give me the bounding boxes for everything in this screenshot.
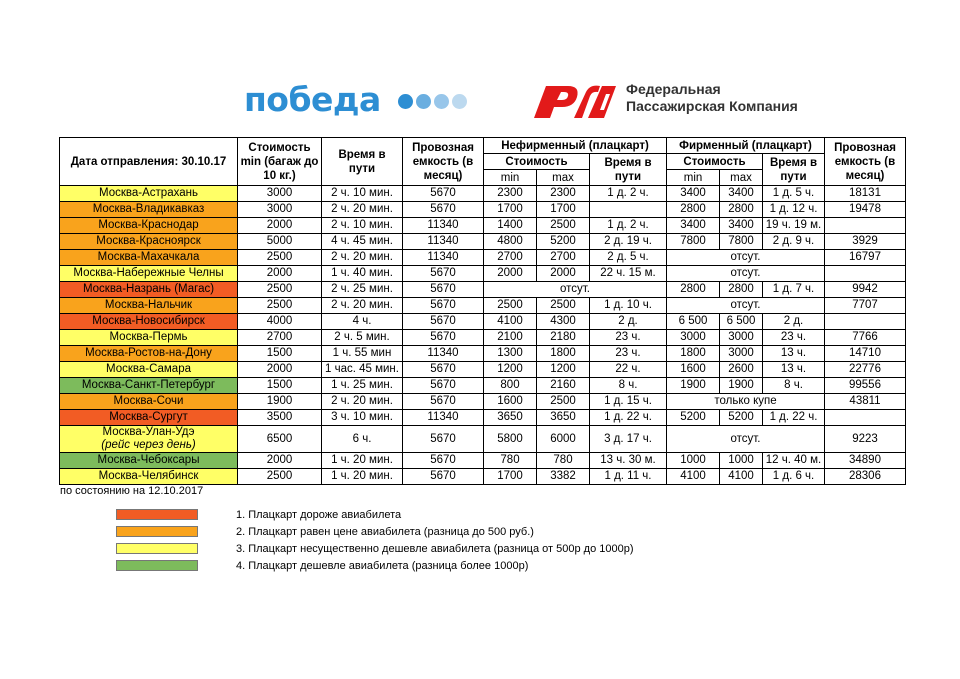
pobeda-dot-icon xyxy=(416,94,431,109)
air-capacity-cell: 5670 xyxy=(403,282,484,298)
brand-min-cell: 2800 xyxy=(667,202,720,218)
air-capacity-cell: 11340 xyxy=(403,250,484,266)
nonbrand-min-cell: 1700 xyxy=(484,469,537,485)
status-note: по состоянию на 12.10.2017 xyxy=(60,485,204,497)
nonbrand-time-cell xyxy=(590,202,667,218)
route-name: Москва-Сочи xyxy=(113,395,184,407)
rail-capacity-cell: 28306 xyxy=(825,469,906,485)
rail-capacity-cell: 34890 xyxy=(825,453,906,469)
air-time-cell: 3 ч. 10 мин. xyxy=(322,410,403,426)
air-time-cell: 4 ч. 45 мин. xyxy=(322,234,403,250)
route-name: Москва-Чебоксары xyxy=(97,454,200,466)
air-time-cell: 2 ч. 25 мин. xyxy=(322,282,403,298)
air-capacity-cell: 5670 xyxy=(403,186,484,202)
brand-min-cell: 2800 xyxy=(667,282,720,298)
route-name: Москва-Челябинск xyxy=(98,470,199,482)
brand-time-cell: 8 ч. xyxy=(763,378,825,394)
brand-max-cell: 3000 xyxy=(720,330,763,346)
brand-max-cell: 2600 xyxy=(720,362,763,378)
nonbrand-max-cell: 4300 xyxy=(537,314,590,330)
table-row xyxy=(60,218,906,234)
air-cost-cell: 1500 xyxy=(238,346,322,362)
nonbrand-min-cell: 2300 xyxy=(484,186,537,202)
nonbrand-time-header: Время в пути xyxy=(590,154,667,186)
air-capacity-cell: 5670 xyxy=(403,314,484,330)
table-row xyxy=(60,314,906,330)
brand-time-cell: 13 ч. xyxy=(763,362,825,378)
rail-capacity-cell: 7707 xyxy=(825,298,906,314)
route-cell xyxy=(60,234,238,250)
air-capacity-cell: 5670 xyxy=(403,469,484,485)
route-name: Москва-Краснодар xyxy=(98,219,199,231)
legend-swatch xyxy=(116,560,198,571)
nonbrand-max-cell: 2500 xyxy=(537,218,590,234)
air-capacity-cell: 5670 xyxy=(403,394,484,410)
brand-absent-cell: отсут. xyxy=(667,250,825,266)
nonbrand-time-cell: 13 ч. 30 м. xyxy=(590,453,667,469)
nonbrand-max-cell: 6000 xyxy=(537,426,590,453)
nonbrand-time-cell: 1 д. 22 ч. xyxy=(590,410,667,426)
route-name: Москва-Назрань (Магас) xyxy=(82,283,215,295)
nonbrand-max-cell: 3650 xyxy=(537,410,590,426)
nonbrand-max-cell: 2500 xyxy=(537,298,590,314)
route-cell xyxy=(60,186,238,202)
air-time-cell: 1 час. 45 мин. xyxy=(322,362,403,378)
air-capacity-cell: 5670 xyxy=(403,453,484,469)
rail-capacity-cell xyxy=(825,218,906,234)
cost-header: Стоимость min (багаж до 10 кг.) xyxy=(238,138,322,186)
nonbrand-time-cell: 1 д. 10 ч. xyxy=(590,298,667,314)
nonbrand-min-cell: 5800 xyxy=(484,426,537,453)
table-row xyxy=(60,378,906,394)
rail-capacity-cell: 9942 xyxy=(825,282,906,298)
table-row xyxy=(60,234,906,250)
rail-capacity-cell: 3929 xyxy=(825,234,906,250)
brand-min-cell: 4100 xyxy=(667,469,720,485)
table-row xyxy=(60,250,906,266)
air-cost-cell: 1500 xyxy=(238,378,322,394)
air-cost-cell: 2000 xyxy=(238,453,322,469)
nonbrand-absent-cell: отсут. xyxy=(484,282,667,298)
rail-capacity-cell xyxy=(825,314,906,330)
nonbrand-time-cell: 23 ч. xyxy=(590,346,667,362)
legend-swatch xyxy=(116,526,198,537)
brand-min-cell: 1800 xyxy=(667,346,720,362)
brand-max-cell: 6 500 xyxy=(720,314,763,330)
rzd-logo-icon xyxy=(524,80,618,120)
capacity2-header: Провозная емкость (в месяц) xyxy=(825,138,906,186)
air-capacity-cell: 11340 xyxy=(403,218,484,234)
air-capacity-cell: 5670 xyxy=(403,266,484,282)
rail-capacity-cell: 99556 xyxy=(825,378,906,394)
air-time-cell: 1 ч. 20 мин. xyxy=(322,469,403,485)
air-cost-cell: 3500 xyxy=(238,410,322,426)
nonbrand-min-cell: 4100 xyxy=(484,314,537,330)
rail-capacity-cell: 43811 xyxy=(825,394,906,410)
air-capacity-cell: 11340 xyxy=(403,346,484,362)
route-cell xyxy=(60,469,238,485)
nonbrand-min-cell: 1200 xyxy=(484,362,537,378)
nonbrand-min-cell: 1600 xyxy=(484,394,537,410)
air-capacity-cell: 5670 xyxy=(403,202,484,218)
brand-min-cell: 3400 xyxy=(667,186,720,202)
air-capacity-cell: 5670 xyxy=(403,378,484,394)
nonbrand-time-cell: 1 д. 15 ч. xyxy=(590,394,667,410)
table-row xyxy=(60,186,906,202)
brand-absent-cell: отсут. xyxy=(667,266,825,282)
brand-min-cell: 7800 xyxy=(667,234,720,250)
brand-max-cell: 5200 xyxy=(720,410,763,426)
air-capacity-cell: 5670 xyxy=(403,362,484,378)
brand-max-cell: 2800 xyxy=(720,282,763,298)
route-name: Москва-Нальчик xyxy=(104,299,193,311)
route-cell xyxy=(60,282,238,298)
nonbrand-max-cell: 2180 xyxy=(537,330,590,346)
nonbrand-header: Нефирменный (плацкарт) xyxy=(484,138,667,154)
rail-capacity-cell: 22776 xyxy=(825,362,906,378)
air-time-cell: 2 ч. 10 мин. xyxy=(322,186,403,202)
brand-max-header: max xyxy=(720,170,763,186)
nonbrand-max-cell: 2000 xyxy=(537,266,590,282)
brand-time-cell: 1 д. 5 ч. xyxy=(763,186,825,202)
brand-time-cell: 2 д. 9 ч. xyxy=(763,234,825,250)
nonbrand-time-cell: 2 д. 19 ч. xyxy=(590,234,667,250)
brand-min-cell: 6 500 xyxy=(667,314,720,330)
route-cell xyxy=(60,426,238,453)
brand-time-cell: 23 ч. xyxy=(763,330,825,346)
air-time-cell: 2 ч. 20 мин. xyxy=(322,298,403,314)
brand-time-cell: 1 д. 22 ч. xyxy=(763,410,825,426)
air-cost-cell: 5000 xyxy=(238,234,322,250)
nonbrand-max-cell: 2160 xyxy=(537,378,590,394)
nonbrand-max-cell: 1800 xyxy=(537,346,590,362)
air-capacity-cell: 11340 xyxy=(403,410,484,426)
brand-time-cell: 1 д. 12 ч. xyxy=(763,202,825,218)
brand-time-cell: 2 д. xyxy=(763,314,825,330)
air-cost-cell: 2500 xyxy=(238,469,322,485)
air-cost-cell: 6500 xyxy=(238,426,322,453)
air-time-cell: 4 ч. xyxy=(322,314,403,330)
pobeda-dot-icon xyxy=(452,94,467,109)
air-cost-cell: 4000 xyxy=(238,314,322,330)
rail-capacity-cell xyxy=(825,266,906,282)
brand-min-header: min xyxy=(667,170,720,186)
brand-min-cell: 5200 xyxy=(667,410,720,426)
logos-area xyxy=(0,78,960,122)
nonbrand-min-cell: 1400 xyxy=(484,218,537,234)
nonbrand-time-cell: 22 ч. xyxy=(590,362,667,378)
rail-capacity-cell: 16797 xyxy=(825,250,906,266)
table-row xyxy=(60,410,906,426)
brand-time-cell: 1 д. 7 ч. xyxy=(763,282,825,298)
brand-min-cell: 1900 xyxy=(667,378,720,394)
table-row xyxy=(60,362,906,378)
legend-text: 4. Плацкарт дешевле авиабилета (разница более 1000р) xyxy=(236,559,529,572)
air-time-cell: 2 ч. 20 мин. xyxy=(322,394,403,410)
air-time-cell: 2 ч. 5 мин. xyxy=(322,330,403,346)
nonbrand-min-cell: 780 xyxy=(484,453,537,469)
table-row xyxy=(60,453,906,469)
air-cost-cell: 2500 xyxy=(238,298,322,314)
route-cell xyxy=(60,378,238,394)
air-cost-cell: 2500 xyxy=(238,250,322,266)
brand-absent-cell: отсут. xyxy=(667,426,825,453)
brand-min-cell: 1600 xyxy=(667,362,720,378)
nonbrand-time-cell: 1 д. 2 ч. xyxy=(590,186,667,202)
nonbrand-min-cell: 2000 xyxy=(484,266,537,282)
nonbrand-min-cell: 2700 xyxy=(484,250,537,266)
nonbrand-max-cell: 780 xyxy=(537,453,590,469)
rail-capacity-cell: 18131 xyxy=(825,186,906,202)
nonbrand-time-cell: 3 д. 17 ч. xyxy=(590,426,667,453)
nonbrand-min-cell: 3650 xyxy=(484,410,537,426)
air-cost-cell: 2500 xyxy=(238,282,322,298)
route-cell xyxy=(60,218,238,234)
nonbrand-max-cell: 1700 xyxy=(537,202,590,218)
route-cell xyxy=(60,453,238,469)
brand-header: Фирменный (плацкарт) xyxy=(667,138,825,154)
route-name: Москва-Набережные Челны xyxy=(73,267,224,279)
air-capacity-cell: 11340 xyxy=(403,234,484,250)
route-name: Москва-Астрахань xyxy=(99,187,198,199)
brand-cost-header: Стоимость xyxy=(667,154,763,170)
pobeda-dot-icon xyxy=(398,94,413,109)
brand-max-cell: 7800 xyxy=(720,234,763,250)
brand-min-cell: 3400 xyxy=(667,218,720,234)
route-name: Москва-Пермь xyxy=(109,331,188,343)
route-name: Москва-Владикавказ xyxy=(92,203,205,215)
nonbrand-max-cell: 2300 xyxy=(537,186,590,202)
brand-max-cell: 3000 xyxy=(720,346,763,362)
brand-max-cell: 1900 xyxy=(720,378,763,394)
route-cell xyxy=(60,202,238,218)
air-cost-cell: 2000 xyxy=(238,362,322,378)
route-cell xyxy=(60,346,238,362)
route-cell xyxy=(60,410,238,426)
nonbrand-min-cell: 4800 xyxy=(484,234,537,250)
route-cell xyxy=(60,330,238,346)
route-name: Москва-Сургут xyxy=(109,411,188,423)
route-name: Москва-Новосибирск xyxy=(92,315,205,327)
air-time-cell: 2 ч. 10 мин. xyxy=(322,218,403,234)
route-name: Москва-Улан-Удэ xyxy=(102,426,195,438)
schedule-table xyxy=(59,137,906,485)
nonbrand-cost-header: Стоимость xyxy=(484,154,590,170)
air-time-cell: 2 ч. 20 мин. xyxy=(322,250,403,266)
table-row xyxy=(60,202,906,218)
nonbrand-max-cell: 5200 xyxy=(537,234,590,250)
nonbrand-time-cell: 8 ч. xyxy=(590,378,667,394)
legend-swatch xyxy=(116,509,198,520)
date-header: Дата отправления: 30.10.17 xyxy=(60,138,238,186)
brand-min-cell: 3000 xyxy=(667,330,720,346)
nonbrand-min-cell: 1700 xyxy=(484,202,537,218)
table-row xyxy=(60,330,906,346)
table-row xyxy=(60,266,906,282)
brand-time-cell: 1 д. 6 ч. xyxy=(763,469,825,485)
table-row xyxy=(60,298,906,314)
legend-text: 3. Плацкарт несущественно дешевле авиабилета (разница от 500р до 1000р) xyxy=(236,542,634,555)
air-capacity-cell: 5670 xyxy=(403,298,484,314)
legend-text: 2. Плацкарт равен цене авиабилета (разница до 500 руб.) xyxy=(236,525,534,538)
rail-capacity-cell: 7766 xyxy=(825,330,906,346)
air-cost-cell: 2700 xyxy=(238,330,322,346)
brand-min-cell: 1000 xyxy=(667,453,720,469)
brand-absent-cell: только купе xyxy=(667,394,825,410)
nonbrand-time-cell: 1 д. 2 ч. xyxy=(590,218,667,234)
air-time-cell: 2 ч. 20 мин. xyxy=(322,202,403,218)
rail-capacity-cell: 9223 xyxy=(825,426,906,453)
table-row xyxy=(60,346,906,362)
route-cell xyxy=(60,266,238,282)
route-cell xyxy=(60,362,238,378)
pobeda-logo-dots xyxy=(398,94,467,109)
nonbrand-max-cell: 2700 xyxy=(537,250,590,266)
route-name: Москва-Санкт-Петербург xyxy=(81,379,216,391)
pobeda-logo: победа xyxy=(244,80,381,119)
air-capacity-cell: 5670 xyxy=(403,426,484,453)
air-time-cell: 1 ч. 25 мин. xyxy=(322,378,403,394)
schedule-table-body xyxy=(60,186,906,485)
nonbrand-time-cell: 2 д. 5 ч. xyxy=(590,250,667,266)
brand-max-cell: 3400 xyxy=(720,218,763,234)
air-time-cell: 1 ч. 20 мин. xyxy=(322,453,403,469)
air-time-cell: 1 ч. 55 мин xyxy=(322,346,403,362)
brand-absent-cell: отсут. xyxy=(667,298,825,314)
table-row xyxy=(60,282,906,298)
air-cost-cell: 2000 xyxy=(238,218,322,234)
brand-time-cell: 13 ч. xyxy=(763,346,825,362)
nonbrand-min-cell: 2100 xyxy=(484,330,537,346)
brand-time-cell: 19 ч. 19 м. xyxy=(763,218,825,234)
route-cell xyxy=(60,250,238,266)
rail-capacity-cell: 14710 xyxy=(825,346,906,362)
legend-swatch xyxy=(116,543,198,554)
legend-item xyxy=(116,506,634,523)
table-row xyxy=(60,394,906,410)
route-name: Москва-Ростов-на-Дону xyxy=(85,347,212,359)
nonbrand-min-cell: 1300 xyxy=(484,346,537,362)
nonbrand-max-cell: 2500 xyxy=(537,394,590,410)
rail-capacity-cell xyxy=(825,410,906,426)
air-cost-cell: 3000 xyxy=(238,186,322,202)
brand-time-cell: 12 ч. 40 м. xyxy=(763,453,825,469)
nonbrand-time-cell: 2 д. xyxy=(590,314,667,330)
nonbrand-time-cell: 22 ч. 15 м. xyxy=(590,266,667,282)
nonbrand-time-cell: 23 ч. xyxy=(590,330,667,346)
nonbrand-min-cell: 2500 xyxy=(484,298,537,314)
route-cell xyxy=(60,394,238,410)
nonbrand-max-cell: 1200 xyxy=(537,362,590,378)
nonbrand-time-cell: 1 д. 11 ч. xyxy=(590,469,667,485)
legend-item xyxy=(116,523,634,540)
brand-max-cell: 3400 xyxy=(720,186,763,202)
route-name: Москва-Красноярск xyxy=(96,235,201,247)
legend-item xyxy=(116,540,634,557)
air-time-cell: 1 ч. 40 мин. xyxy=(322,266,403,282)
brand-max-cell: 2800 xyxy=(720,202,763,218)
route-note: (рейс через день) xyxy=(101,439,196,451)
brand-max-cell: 4100 xyxy=(720,469,763,485)
brand-max-cell: 1000 xyxy=(720,453,763,469)
air-cost-cell: 3000 xyxy=(238,202,322,218)
air-cost-cell: 1900 xyxy=(238,394,322,410)
pobeda-dot-icon xyxy=(434,94,449,109)
air-cost-cell: 2000 xyxy=(238,266,322,282)
table-row xyxy=(60,469,906,485)
color-legend xyxy=(116,506,634,574)
brand-time-header: Время в пути xyxy=(763,154,825,186)
capacity-header: Провозная емкость (в месяц) xyxy=(403,138,484,186)
nonbrand-min-cell: 800 xyxy=(484,378,537,394)
route-name: Москва-Самара xyxy=(105,363,191,375)
nonbrand-max-cell: 3382 xyxy=(537,469,590,485)
nonbrand-max-header: max xyxy=(537,170,590,186)
nonbrand-min-header: min xyxy=(484,170,537,186)
table-row xyxy=(60,426,906,453)
air-capacity-cell: 5670 xyxy=(403,330,484,346)
route-cell xyxy=(60,314,238,330)
legend-item xyxy=(116,557,634,574)
route-cell xyxy=(60,298,238,314)
air-time-cell: 6 ч. xyxy=(322,426,403,453)
fpk-logo-text: Федеральная Пассажирская Компания xyxy=(626,81,798,114)
legend-text: 1. Плацкарт дороже авиабилета xyxy=(236,508,402,521)
route-name: Москва-Махачкала xyxy=(97,251,200,263)
time-header: Время в пути xyxy=(322,138,403,186)
rail-capacity-cell: 19478 xyxy=(825,202,906,218)
